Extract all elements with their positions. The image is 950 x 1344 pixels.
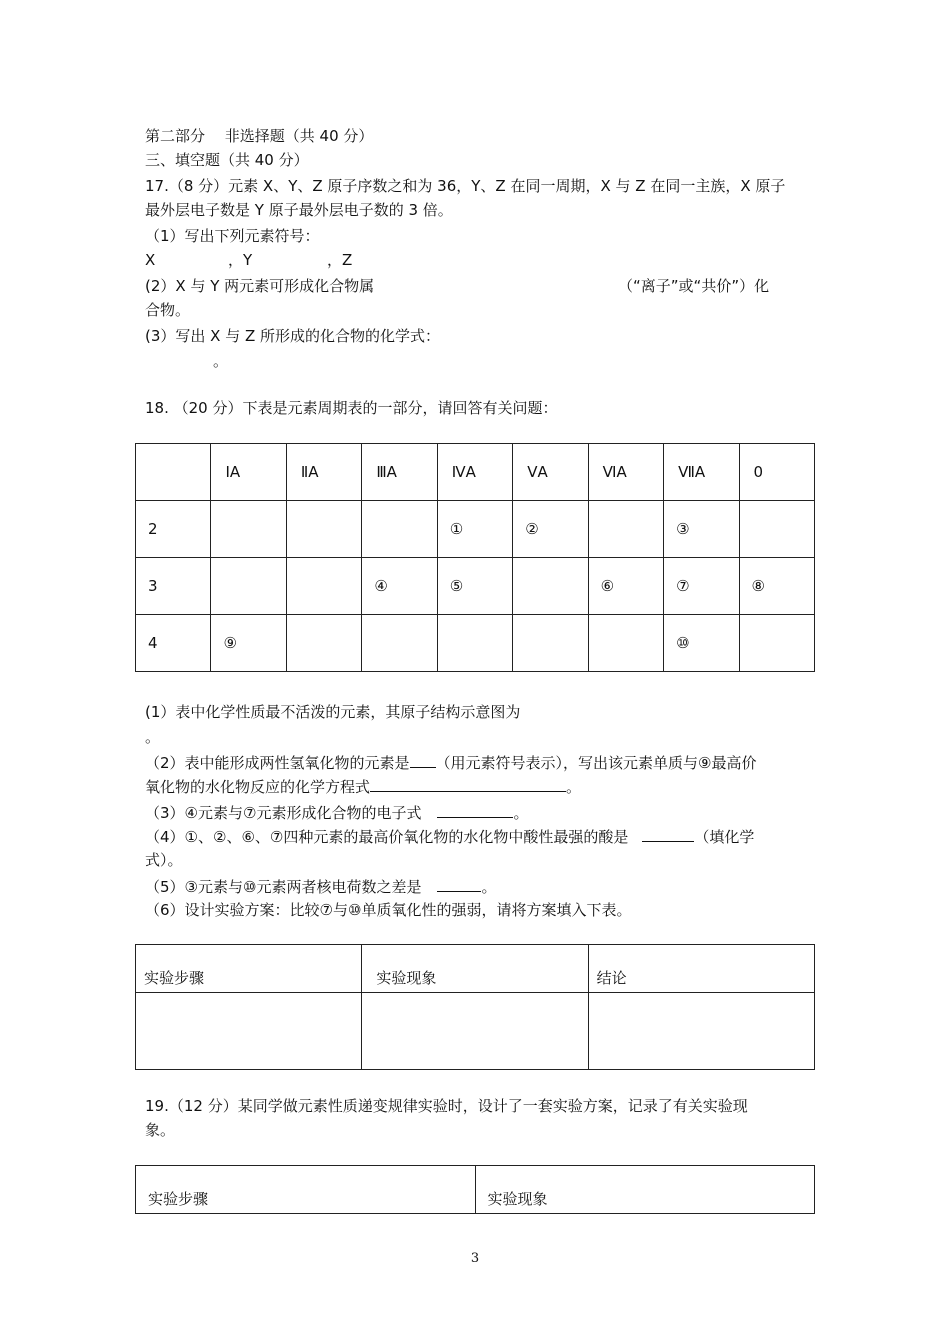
exp-header-cell: 实验现象 [475, 1166, 815, 1214]
pt-cell: ④ [362, 558, 437, 615]
pt-cell: ⑧ [739, 558, 815, 615]
q19-line2: 象。 [145, 1121, 176, 1139]
q18-part5-line [145, 874, 496, 899]
q17-part2a: (2）X 与 Y 两元素可形成化合物属 [145, 277, 375, 295]
exp-header-cell: 实验现象 [362, 945, 588, 993]
table-row [136, 501, 815, 558]
q17-z-label: ，Z [327, 251, 353, 269]
q18-part4-line1 [145, 824, 754, 849]
pt-cell: 2 [136, 501, 211, 558]
exp-answer-cell[interactable] [588, 993, 814, 1070]
pt-header-cell: ⅤA [513, 444, 588, 501]
q17-line1: 17.（8 分）元素 X、Y、Z 原子序数之和为 36，Y、Z 在同一周期，X 与 Z 在同一主族，X 原子 [145, 177, 786, 195]
q18-part1-end: 。 [145, 728, 161, 746]
periodic-table [135, 443, 815, 672]
q18-part3-end: 。 [513, 804, 529, 822]
answer-blank [370, 774, 566, 792]
pt-header-cell: ⅣA [437, 444, 512, 501]
section-title: 第二部分 非选择题（共 40 分） [145, 127, 374, 145]
exp-header-cell: 实验步骤 [136, 1166, 476, 1214]
experiment-table-18 [135, 944, 815, 1070]
q18-part4a: （4）①、②、⑥、⑦四种元素的最高价氧化物的水化物中酸性最强的酸是 [145, 828, 629, 846]
pt-cell [588, 615, 663, 672]
q18-part3: （3）④元素与⑦元素形成化合物的电子式 [145, 804, 422, 822]
q18-part5: （5）③元素与⑩元素两者核电荷数之差是 [145, 878, 422, 896]
pt-header-cell: 0 [739, 444, 815, 501]
pt-cell: ⑦ [664, 558, 739, 615]
pt-cell [286, 615, 361, 672]
q18-part2a: （2）表中能形成两性氢氧化物的元素是 [145, 754, 410, 772]
pt-cell [739, 501, 815, 558]
table-row [136, 1166, 815, 1214]
table-row [136, 615, 815, 672]
pt-cell [286, 501, 361, 558]
pt-cell: ⑩ [664, 615, 739, 672]
q18-part1: (1）表中化学性质最不活泼的元素，其原子结构示意图为 [145, 703, 521, 721]
pt-cell [739, 615, 815, 672]
pt-cell [588, 501, 663, 558]
pt-header-cell: ⅢA [362, 444, 437, 501]
q17-part3: (3）写出 X 与 Z 所形成的化合物的化学式： [145, 327, 441, 345]
q18-part3-line [145, 800, 528, 825]
pt-cell [211, 558, 286, 615]
answer-blank [642, 824, 694, 842]
answer-blank [410, 750, 436, 768]
q17-line2: 最外层电子数是 Y 原子最外层电子数的 3 倍。 [145, 201, 453, 219]
section-subtitle: 三、填空题（共 40 分） [145, 151, 309, 169]
exp-header-cell: 结论 [588, 945, 814, 993]
exp-answer-cell[interactable] [136, 993, 362, 1070]
q17-part3-end: 。 [213, 352, 229, 370]
pt-cell [211, 501, 286, 558]
table-row [136, 945, 815, 993]
q18-part2b: （用元素符号表示），写出该元素单质与⑨最高价 [435, 754, 757, 772]
page-number: 3 [470, 1251, 480, 1266]
pt-header-cell: ⅡA [286, 444, 361, 501]
pt-cell [437, 615, 512, 672]
pt-cell [362, 501, 437, 558]
pt-cell: 3 [136, 558, 211, 615]
q18-part4b: （填化学 [694, 828, 755, 846]
table-row [136, 993, 815, 1070]
q17-y-label: ，Y [228, 251, 253, 269]
pt-cell: ② [513, 501, 588, 558]
pt-header-cell: ⅠA [211, 444, 286, 501]
pt-cell [286, 558, 361, 615]
q19-line1: 19.（12 分）某同学做元素性质递变规律实验时，设计了一套实验方案，记录了有关实验现 [145, 1097, 748, 1115]
table-row [136, 558, 815, 615]
pt-cell [513, 615, 588, 672]
pt-header-cell: ⅦA [664, 444, 739, 501]
q18-part4c: 式）。 [145, 851, 183, 869]
q18-part2c: 氧化物的水化物反应的化学方程式 [145, 778, 371, 796]
pt-cell: ① [437, 501, 512, 558]
exp-header-cell: 实验步骤 [136, 945, 362, 993]
answer-blank [437, 874, 481, 892]
q17-part2c: 合物。 [145, 301, 191, 319]
q18-part2-line1 [145, 750, 757, 775]
pt-cell [513, 558, 588, 615]
pt-cell: 4 [136, 615, 211, 672]
pt-cell: ⑤ [437, 558, 512, 615]
experiment-table-19 [135, 1165, 815, 1214]
q18-part6: （6）设计实验方案：比较⑦与⑩单质氧化性的强弱，请将方案填入下表。 [145, 901, 632, 919]
pt-cell: ⑥ [588, 558, 663, 615]
pt-cell [362, 615, 437, 672]
exp-answer-cell[interactable] [362, 993, 588, 1070]
q18-part2-end: 。 [566, 778, 582, 796]
pt-cell: ③ [664, 501, 739, 558]
q17-x-label: X [145, 251, 156, 269]
pt-cell: ⑨ [211, 615, 286, 672]
q18-part2-line2 [145, 774, 581, 799]
pt-header-cell: ⅥA [588, 444, 663, 501]
answer-blank [437, 800, 513, 818]
pt-header-cell [136, 444, 211, 501]
q18-title: 18. （20 分）下表是元素周期表的一部分，请回答有关问题： [145, 399, 558, 417]
q17-part1: （1）写出下列元素符号： [145, 227, 320, 245]
q17-part2b: （“离子”或“共价”）化 [618, 277, 770, 295]
q18-part5-end: 。 [481, 878, 497, 896]
